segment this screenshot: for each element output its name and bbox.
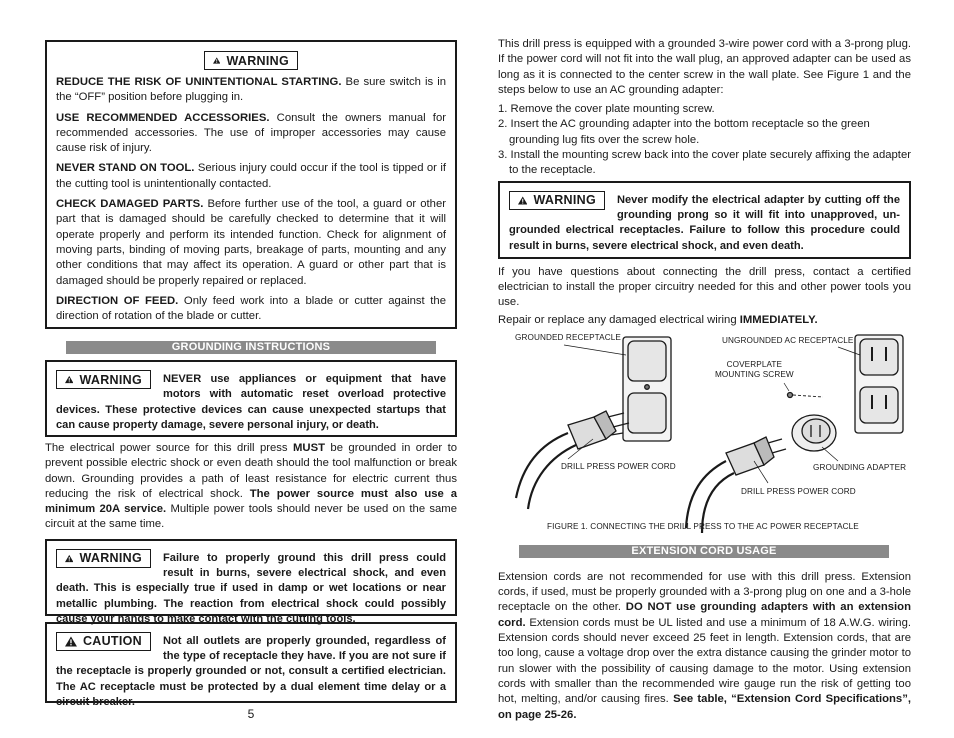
questions-paragraph: If you have questions about connecting the drill press, contact a certified electrician to install the proper circuitry needed for this and other power tools you use. xyxy=(498,265,911,309)
warning-item-accessories: USE RECOMMENDED ACCESSORIES. Consult the owners manual for recommended accessories. The use of improper accessories may cause cause risk of injury. xyxy=(56,111,446,155)
warning-item-unintentional-start: REDUCE THE RISK OF UNINTENTIONAL STARTING. Be sure switch is in the “OFF” position before plugging in. xyxy=(56,76,446,104)
warning-box-ground-failure xyxy=(45,539,457,625)
warning-badge: WARNING xyxy=(56,549,151,568)
label-grounding-adapter: GROUNDING ADAPTER xyxy=(813,462,907,472)
intro-paragraph: This drill press is equipped with a grounded 3-wire power cord with a 3-prong plug. If the power cord will not fit into the wall plug, an approved adapter can be used as long as it is connected to the center screw in the wall plate. See Figure 1 and the steps below to use an AC grounding adapter: xyxy=(498,38,911,96)
warning-triangle-icon xyxy=(65,636,77,647)
warning-triangle-icon xyxy=(213,55,220,66)
figure-caption: FIGURE 1. CONNECTING THE DRILL PRESS TO THE AC POWER RECEPTACLE xyxy=(547,521,859,531)
warning-item-damaged-parts: CHECK DAMAGED PARTS. Before further use of the tool, a guard or other part that is damaged should be carefully checked to determine that it will operate properly and perform its intended function. Check for alignment of moving parts, binding of moving parts, breakage of parts, mounting and any other conditions that may affect its operation. A guard or other part that is damaged should be properly repaired or replaced. xyxy=(56,198,447,287)
step-item: 1. Remove the cover plate mounting screw. xyxy=(498,103,715,116)
warning-item-direction-of-feed: DIRECTION OF FEED. Only feed work into a blade or cutter against the direction of rotation of the blade or cutter. xyxy=(56,294,446,323)
grounding-paragraph: The electrical power source for this drill press MUST be grounded in order to prevent possible electric shock or even death should the tool malfunction or break down. Grounding provides a path of least resistance for electric current thus reducing the risk of electrical shock. The power source must also use a minimum 20A service. Multiple power tools should never be used on the same circuit at the same time. xyxy=(45,442,458,531)
grounding-instructions-heading: GROUNDING INSTRUCTIONS xyxy=(66,341,436,354)
warning-triangle-icon xyxy=(65,553,73,564)
adapter-steps xyxy=(498,102,911,178)
warning-text: NEVER use appliances or equipment that have motors with automatic reset overload protective devices. These protective devices can cause unexpected startups that can cause property damage, severe personal injury, or death. xyxy=(56,373,446,431)
label-grounded-receptacle: GROUNDED RECEPTACLE xyxy=(515,332,621,342)
warning-box-safety xyxy=(45,40,457,329)
label-drill-press-cord-2: DRILL PRESS POWER CORD xyxy=(741,486,856,496)
warning-triangle-icon xyxy=(518,195,527,206)
label-drill-press-cord-1: DRILL PRESS POWER CORD xyxy=(561,461,676,471)
warning-badge: WARNING xyxy=(509,191,605,210)
label-coverplate-screw: COVERPLATE MOUNTING SCREW xyxy=(715,359,794,379)
warning-box-reset-devices xyxy=(45,360,457,437)
extension-cord-heading: EXTENSION CORD USAGE xyxy=(519,545,889,558)
warning-badge: WARNING xyxy=(56,370,151,389)
left-column xyxy=(45,40,457,721)
warning-badge: WARNING xyxy=(204,51,298,70)
caution-text: Not all outlets are properly grounded, regardless of the type of receptacle they have. If you are not sure if the receptacle is properly grounded or not, consult a certified electrician. The AC receptacle must be protected by a dual element time delay or a circuit breaker. xyxy=(56,634,446,708)
caution-box-outlets xyxy=(45,622,457,708)
repair-paragraph: Repair or replace any damaged electrical wiring IMMEDIATELY. xyxy=(498,313,818,326)
receptacle-illustration xyxy=(498,333,911,541)
caution-badge: CAUTION xyxy=(56,632,151,651)
right-column xyxy=(498,37,911,723)
step-item: 2. Insert the AC grounding adapter into the bottom receptacle so the green grounding lug fits over the screw hole. xyxy=(498,118,870,146)
step-item: 3. Install the mounting screw back into the cover plate securely affixing the adapter to the receptacle. xyxy=(498,149,911,177)
warning-box-adapter xyxy=(498,181,911,259)
page-number: 5 xyxy=(247,706,255,721)
warning-item-stand-on-tool: NEVER STAND ON TOOL. Serious injury could occur if the tool is tipped or if the cutting tool is unintentionally contacted. xyxy=(56,162,446,190)
warning-text: Never modify the electrical adapter by cutting off the grounding prong so it will fit into unapproved, un-grounded electrical receptacles. Failure to follow this procedure could result in burns, severe electrical shock, and even death. xyxy=(509,193,900,252)
label-ungrounded-receptacle: UNGROUNDED AC RECEPTACLE xyxy=(722,335,854,345)
warning-text: Failure to properly ground this drill press could result in burns, severe electrical shock, and even death. This is especially true if used in damp or wet locations or near metallic plumbing. The reaction from electrical shock could possibly cause your hands to make contact with the cutting tools. xyxy=(56,551,446,625)
warning-triangle-icon xyxy=(65,374,73,385)
extension-cord-paragraph: Extension cords are not recommended for use with this drill press. Extension cords, if used, must be properly grounded with a 3-prong plug on one and a 3-hole receptacle on the other. DO NOT use grounding adapters with an extension cord. Extension cords must be UL listed and use a minimum of 18 A.W.G. wiring. Extension cords should never exceed 25 feet in length. Extension cords, that are too long, cause a voltage drop over the extra distance causing the grinder motor to run slower with the possibility of causing damage to the motor. Using extension cords with smaller than the recommended wire gauge run the risk of getting too hot, melting, and/or causing fires. See table, “Extension Cord Specifications”, on page 25-26. xyxy=(498,570,912,721)
figure-connecting-drill-press xyxy=(498,333,911,541)
